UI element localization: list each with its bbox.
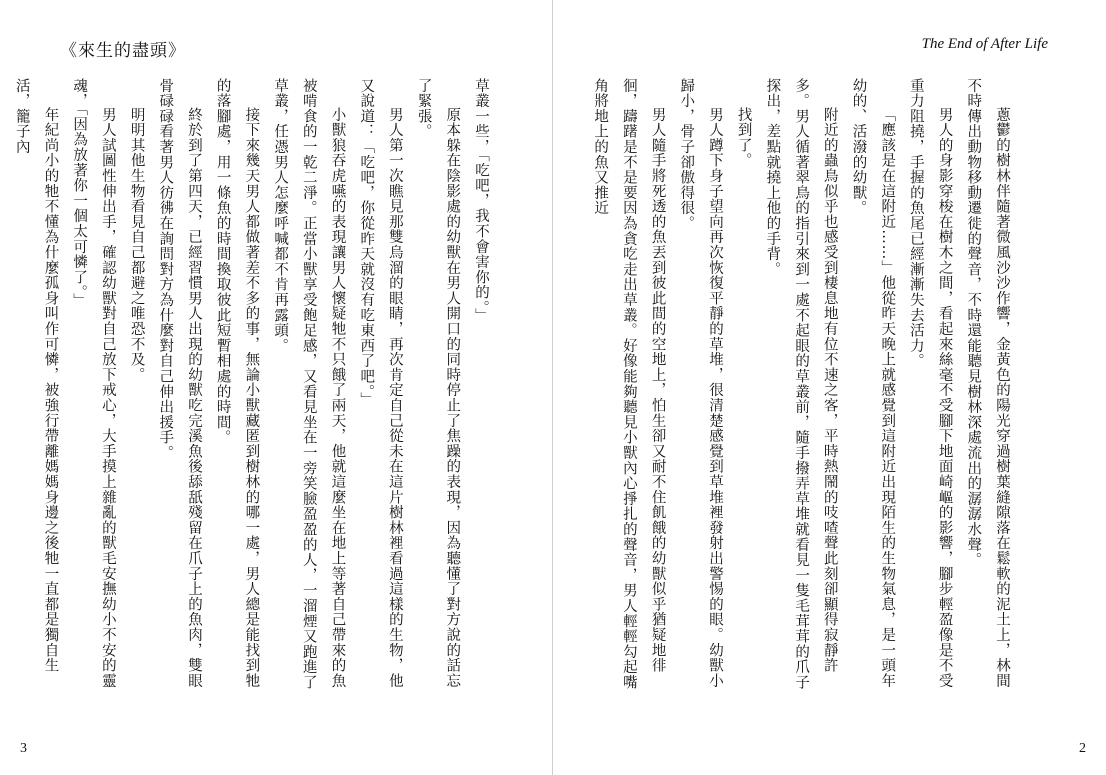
right-page-body — [592, 78, 1016, 698]
page-number-left: 3 — [20, 741, 27, 756]
book-title-header: 《來生的盡頭》 — [60, 41, 186, 61]
paragraph: 男人試圖性伸出手，確認幼獸對自己放下戒心，大手摸上雜亂的獸毛安撫幼小不安的靈魂，「因為放著你一個太可憐了。」 — [71, 78, 116, 689]
paragraph: 原本躲在陰影處的幼獸在男人開口的同時停止了焦躁的表現，因為聽懂了對方說的話忘了緊張。 — [415, 78, 461, 689]
english-title-header: The End of After Life — [921, 36, 1048, 52]
paragraph: 男人第一次瞧見那雙烏溜的眼睛，再次肯定自己從未在這片樹林裡看過這樣的生物，他又說道：「吃吧，你從昨天就沒有吃東西了吧。」 — [358, 78, 403, 689]
paragraph: 男人隨手將死透的魚丟到彼此間的空地上，怕生卻又耐不住飢餓的幼獸似乎猶疑地徘徊，躊躇是不是要因為貪吃走出草叢。好像能夠聽見小獸內心掙扎的聲音，男人輕輕勾起嘴角將地上的魚又推近 — [592, 78, 666, 690]
paragraph: 終於到了第四天，已經習慣男人出現的幼獸吃完溪魚後舔舐殘留在爪子上的魚肉，雙眼骨碌碌看著男人彷彿在詢問對方為什麼對自己伸出援手。 — [157, 78, 202, 689]
paragraph: 接下來幾天男人都做著差不多的事，無論小獸藏匿到樹林的哪一處，男人總是能找到牠的落腳處，用一條魚的時間換取彼此短暫相處的時間。 — [214, 78, 260, 689]
right-page — [553, 0, 1106, 775]
page-number-right: 2 — [1079, 741, 1086, 756]
paragraph: 明明其他生物看見自己都避之唯恐不及。 — [128, 107, 145, 383]
paragraph: 蔥鬱的樹林伴隨著微風沙沙作響，金黃色的陽光穿過樹葉縫隙落在鬆軟的泥土上，林間不時傳出動物移動遷徙的聲音，不時還能聽見樹林深處流出的潺潺水聲。 — [965, 78, 1010, 689]
paragraph: 小獸狼吞虎嚥的表現讓男人懷疑牠不只餓了兩天，他就這麼坐在地上等著自己帶來的魚被啃食的一乾二淨。正當小獸享受飽足感，又看見坐在一旁笑臉盈盈的人，一溜煙又跑進了草叢，任憑男人怎麼呼喊都不肯再露頭。 — [272, 78, 346, 690]
paragraph: 年紀尚小的牠不懂為什麼孤身叫作可憐，被強行帶離媽媽身邊之後牠一直都是獨自生活，籠子內 — [13, 78, 59, 674]
left-page-body — [13, 78, 495, 698]
paragraph: 草叢一些，「吃吧，我不會害你的。」 — [473, 78, 489, 324]
paragraph: 男人的身影穿梭在樹木之間，看起來絲毫不受腳下地面崎嶇的影響，腳步輕盈像是不受重力阻撓，手握的魚尾已經漸漸失去活力。 — [907, 78, 953, 689]
paragraph: 附近的蟲鳥似乎也感受到棲息地有位不速之客，平時熱鬧的吱喳聲此刻卻顯得寂靜許多。男人循著翠鳥的指引來到一處不起眼的草叢前，隨手撥弄草堆就看見一隻毛茸茸的爪子探出，差點就撓上他的手背。 — [764, 78, 838, 690]
paragraph: 男人蹲下身子望向再次恢復平靜的草堆，很清楚感覺到草堆裡發射出警惕的眼。幼獸小歸小，骨子卻傲得很。 — [678, 78, 723, 689]
paragraph: 找到了。 — [735, 107, 752, 169]
paragraph: 「應該是在這附近……」他從昨天晚上就感覺到這附近出現陌生的生物氣息，是一頭年幼的、活潑的幼獸。 — [850, 78, 896, 689]
